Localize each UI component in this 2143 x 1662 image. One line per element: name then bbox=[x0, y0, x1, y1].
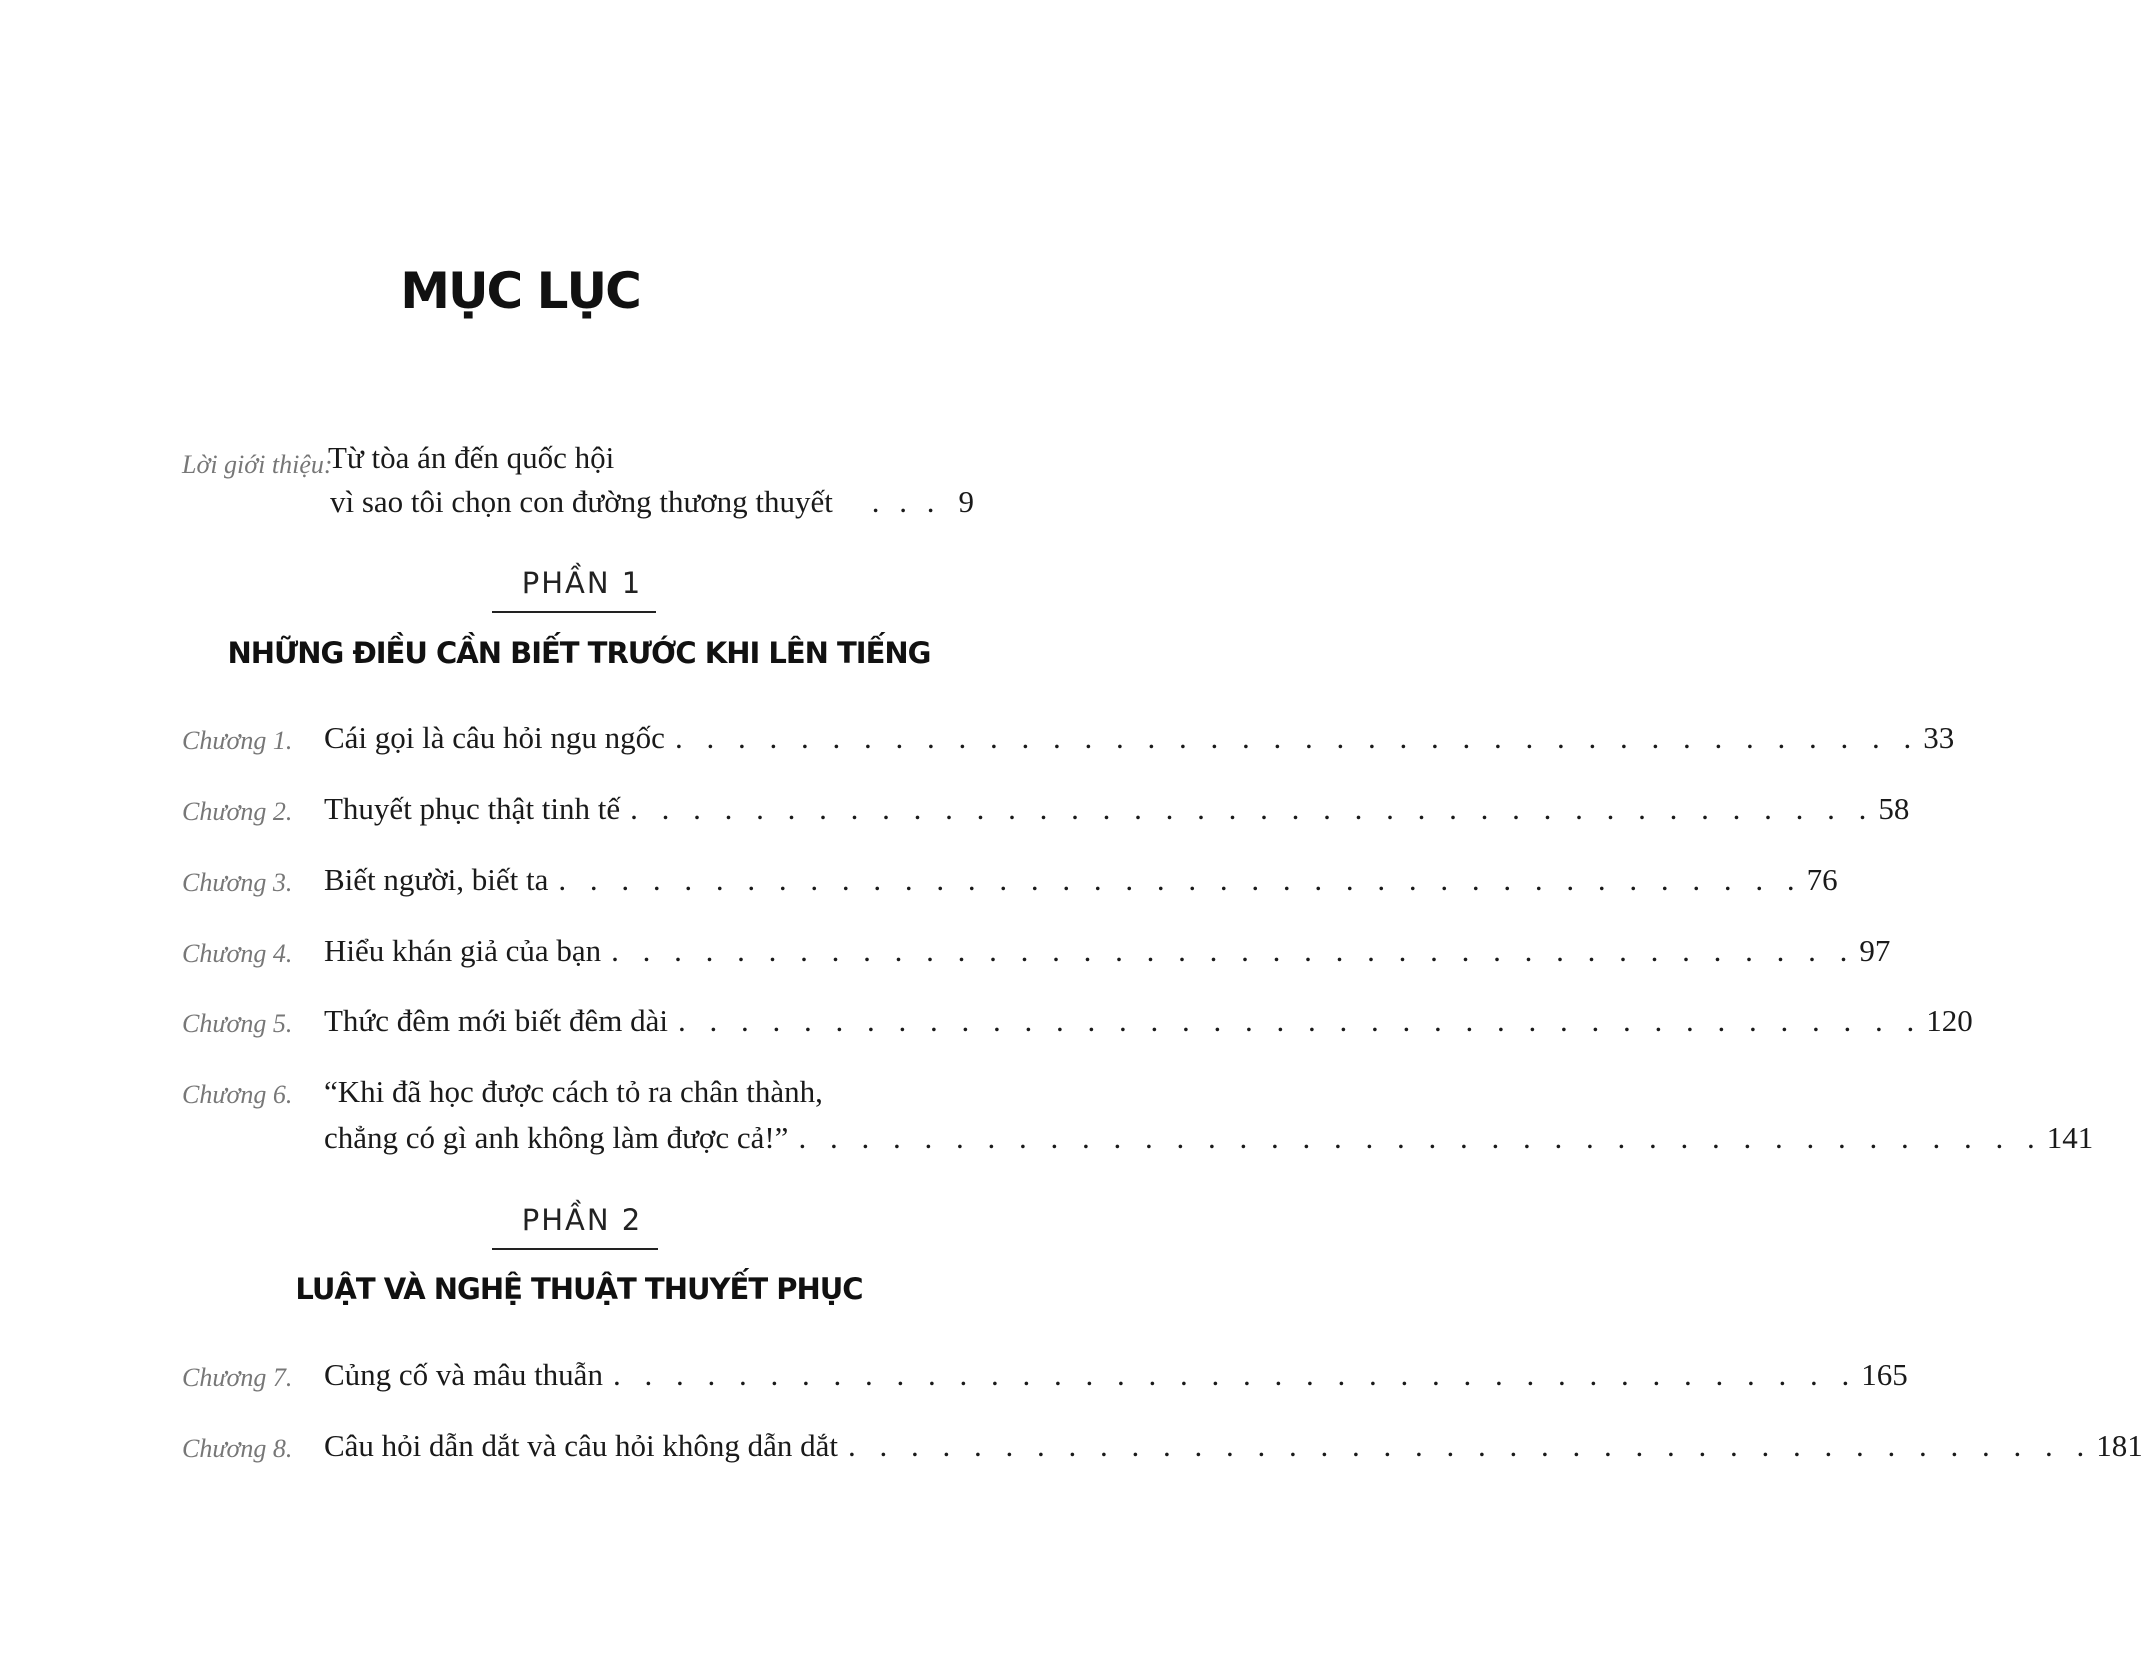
dot-leader: . . . . . . . . . . . . . . . . . . . . . . . . . . . . . . . . . . . . . . . . bbox=[630, 791, 1875, 826]
page-number: 58 bbox=[1878, 791, 1910, 826]
chapter-label: Chương 2. bbox=[182, 797, 293, 826]
toc-chapter-2[interactable] bbox=[0, 791, 1910, 831]
dot-leader: . . . . . . . . . . . . . . . . . . . . . . . . . . . . . . . . . . . . . . . . bbox=[847, 1428, 2093, 1463]
part-1-heading: NHỮNG ĐIỀU CẦN BIẾT TRƯỚC KHI LÊN TIẾNG bbox=[227, 636, 931, 670]
dot-leader: . . . . . . . . . . . . . . . . . . . . . . . . . . . . . . . . . . . . . . . . bbox=[798, 1120, 2043, 1155]
intro-dot-leader: . . . bbox=[871, 484, 941, 519]
dot-leader: . . . . . . . . . . . . . . . . . . . . . . . . . . . . . . . . . . . . . . . . bbox=[611, 933, 1856, 968]
page-number: 141 bbox=[2046, 1120, 2094, 1155]
page-number: 33 bbox=[1923, 720, 1955, 755]
toc-chapter-8[interactable] bbox=[0, 1428, 2143, 1468]
chapter-label: Chương 1. bbox=[182, 726, 293, 755]
toc-chapter-6[interactable] bbox=[0, 1074, 2094, 1164]
page-number: 97 bbox=[1859, 933, 1891, 968]
chapter-title: Câu hỏi dẫn dắt và câu hỏi không dẫn dắt bbox=[324, 1428, 838, 1463]
dot-leader: . . . . . . . . . . . . . . . . . . . . . . . . . . . . . . . . . . . . . . . . bbox=[558, 862, 1803, 897]
dot-leader: . . . . . . . . . . . . . . . . . . . . . . . . . . . . . . . . . . . . . . . . bbox=[612, 1357, 1858, 1392]
toc-chapter-5[interactable] bbox=[0, 1003, 1973, 1043]
intro-page-number: 9 bbox=[958, 484, 974, 519]
chapter-label: Chương 3. bbox=[182, 868, 293, 897]
toc-chapter-3[interactable] bbox=[0, 862, 1838, 902]
dot-leader: . . . . . . . . . . . . . . . . . . . . . . . . . . . . . . . . . . . . . . . . bbox=[674, 720, 1920, 755]
chapter-title: Cái gọi là câu hỏi ngu ngốc bbox=[324, 720, 665, 755]
intro-title-line1: Từ tòa án đến quốc hội bbox=[328, 440, 615, 475]
part-1-rule bbox=[492, 611, 656, 613]
part-2-heading: LUẬT VÀ NGHỆ THUẬT THUYẾT PHỤC bbox=[295, 1272, 863, 1306]
dot-leader: . . . . . . . . . . . . . . . . . . . . . . . . . . . . . . . . . . . . . . . . bbox=[677, 1003, 1923, 1038]
chapter-title: Hiểu khán giả của bạn bbox=[324, 933, 602, 968]
part-1-label: PHẦN 1 bbox=[521, 566, 643, 600]
chapter-title-line2: chẳng có gì anh không làm được cả!” bbox=[324, 1120, 789, 1155]
part-2-rule bbox=[492, 1248, 658, 1250]
page-title: MỤC LỤC bbox=[400, 262, 640, 320]
page-number: 120 bbox=[1926, 1003, 1973, 1038]
chapter-label: Chương 8. bbox=[182, 1434, 293, 1463]
chapter-label: Chương 7. bbox=[182, 1363, 293, 1392]
chapter-title: Thuyết phục thật tinh tế bbox=[324, 791, 621, 826]
intro-title-line2: vì sao tôi chọn con đường thương thuyết bbox=[330, 484, 833, 519]
intro-label: Lời giới thiệu: bbox=[182, 450, 333, 479]
page-number: 165 bbox=[1861, 1357, 1908, 1392]
chapter-label: Chương 6. bbox=[182, 1080, 293, 1109]
part-2-label: PHẦN 2 bbox=[521, 1203, 643, 1237]
toc-chapter-1[interactable] bbox=[0, 720, 1955, 760]
chapter-title-line1: “Khi đã học được cách tỏ ra chân thành, bbox=[324, 1074, 823, 1109]
chapter-title: Củng cố và mâu thuẫn bbox=[324, 1357, 603, 1392]
page-number: 181 bbox=[2096, 1428, 2143, 1463]
chapter-label: Chương 5. bbox=[182, 1009, 293, 1038]
toc-chapter-4[interactable] bbox=[0, 933, 1891, 973]
chapter-label: Chương 4. bbox=[182, 939, 293, 968]
toc-chapter-7[interactable] bbox=[0, 1357, 1908, 1397]
page-number: 76 bbox=[1806, 862, 1838, 897]
chapter-title: Thức đêm mới biết đêm dài bbox=[324, 1003, 668, 1038]
chapter-title: Biết người, biết ta bbox=[324, 862, 549, 897]
